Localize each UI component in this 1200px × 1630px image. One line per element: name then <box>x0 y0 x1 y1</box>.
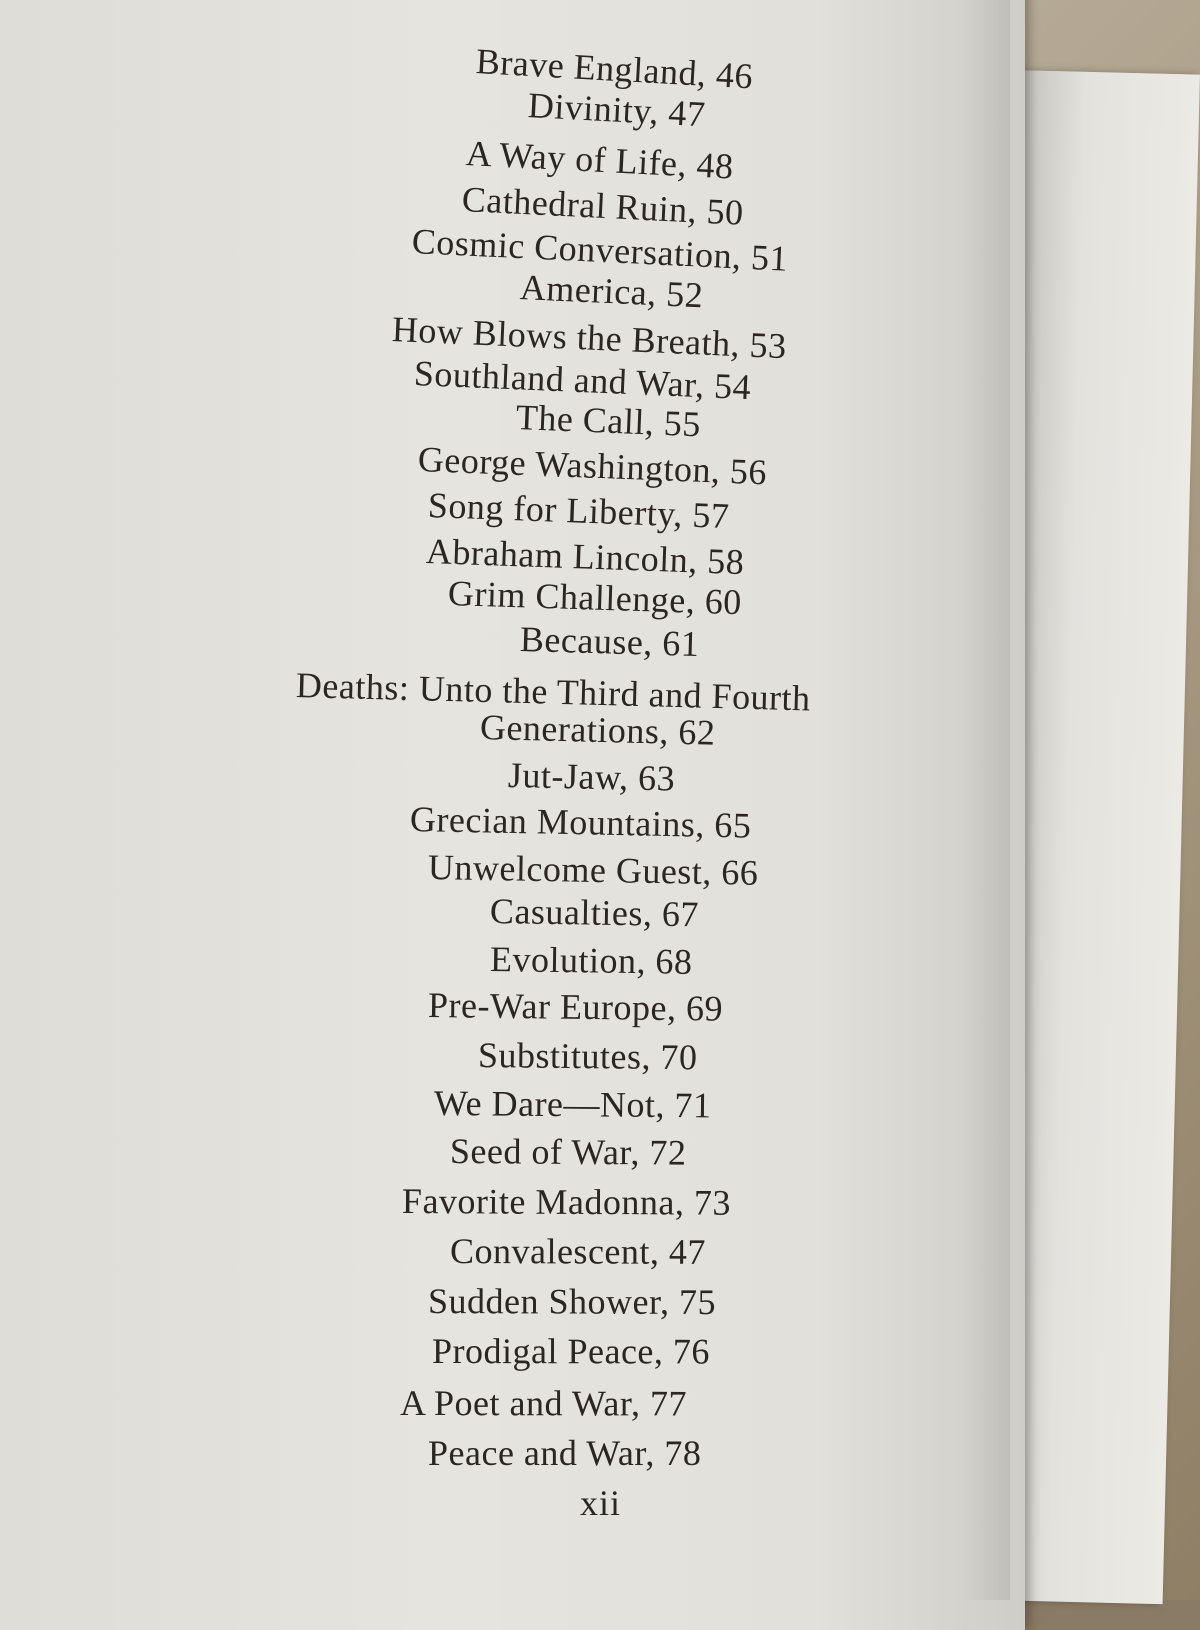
toc-entry: Divinity, 47 <box>526 85 707 135</box>
toc-entry: Casualties, 67 <box>489 891 700 935</box>
toc-entry: George Washington, 56 <box>417 439 768 493</box>
toc-entry: Pre-War Europe, 69 <box>427 985 724 1029</box>
toc-entry: America, 52 <box>519 267 705 316</box>
toc-entry: Jut-Jaw, 63 <box>507 755 676 799</box>
toc-entry: Convalescent, 47 <box>449 1231 707 1272</box>
toc-entry: Evolution, 68 <box>489 939 693 982</box>
toc-entry: Southland and War, 54 <box>413 353 752 408</box>
toc-entry: A Way of Life, 48 <box>464 133 735 187</box>
toc-entry: The Call, 55 <box>515 397 702 445</box>
toc-entry: Cathedral Ruin, 50 <box>461 179 745 233</box>
toc-entry: Cosmic Conversation, 51 <box>411 221 790 279</box>
toc-entry: Generations, 62 <box>479 707 716 753</box>
toc-entry: Song for Liberty, 57 <box>427 485 731 537</box>
toc-entry: Deaths: Unto the Third and Fourth <box>295 665 812 719</box>
toc-entry: Because, 61 <box>519 619 700 665</box>
toc-entry: Sudden Shower, 75 <box>427 1281 717 1323</box>
toc-entry: Brave England, 46 <box>474 41 755 97</box>
toc-entry: Seed of War, 72 <box>449 1131 687 1173</box>
toc-entry: We Dare—Not, 71 <box>433 1083 712 1126</box>
toc-entry: A Poet and War, 77 <box>399 1383 688 1424</box>
toc-entry: Substitutes, 70 <box>477 1035 698 1078</box>
toc-entry: Grim Challenge, 60 <box>447 573 743 623</box>
toc-entry: Grecian Mountains, 65 <box>409 799 752 846</box>
toc-entry: Peace and War, 78 <box>428 1433 702 1473</box>
toc-entry: Prodigal Peace, 76 <box>431 1331 710 1372</box>
page-number: xii <box>580 1483 622 1523</box>
toc-entry: Favorite Madonna, 73 <box>401 1181 732 1223</box>
toc-entry: Unwelcome Guest, 66 <box>427 847 759 893</box>
toc-entry: How Blows the Breath, 53 <box>391 309 788 367</box>
toc-entry: Abraham Lincoln, 58 <box>425 531 745 583</box>
